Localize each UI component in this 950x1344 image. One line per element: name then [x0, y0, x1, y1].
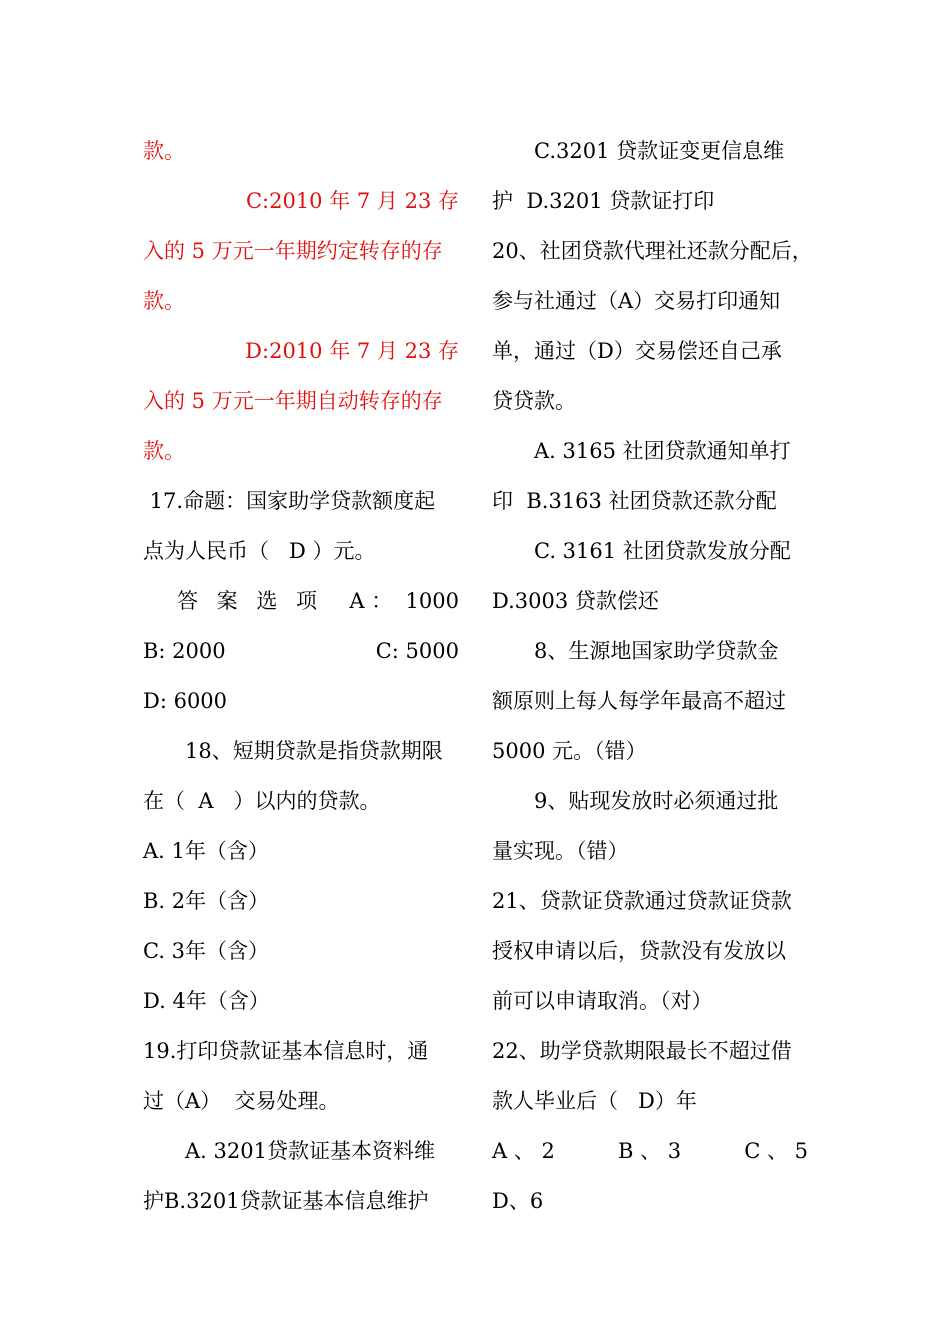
text-line: 点为人民币（ D ）元。 [143, 539, 376, 563]
answer-options-line [143, 576, 459, 626]
text-line: 在（ A ）以内的贷款。 [143, 789, 381, 813]
text-segment: B 、 3 [617, 1139, 682, 1163]
text-line: 入的 5 万元一年期约定转存的存 [143, 239, 443, 263]
text-line: 款。 [143, 289, 185, 313]
text-line: 款人毕业后（ D）年 [492, 1089, 697, 1113]
text-line: 单，通过（D）交易偿还自己承 [492, 339, 782, 363]
text-segment: C: 5000 [375, 639, 459, 663]
answer-options-line [143, 626, 459, 676]
text-line: 授权申请以后，贷款没有发放以 [492, 939, 786, 963]
option-line: C. 3161 社团贷款发放分配 [534, 539, 791, 563]
text-line: D:2010 年 7 月 23 存 [245, 339, 459, 363]
question-20-line: 20、社团贷款代理社还款分配后， [492, 239, 813, 263]
text-segment: A 、 2 [492, 1139, 555, 1163]
text-line: 贷贷款。 [492, 389, 576, 413]
text-line: D: 6000 [143, 689, 228, 713]
text-segment: B: 2000 [143, 639, 226, 663]
text-line: 量实现。（错） [492, 839, 629, 863]
text-line: 参与社通过（A）交易打印通知 [492, 289, 781, 313]
answer-options-line [492, 1126, 808, 1176]
question-9-line: 9、贴现发放时必须通过批 [534, 789, 779, 813]
option-line: A. 1年（含） [143, 839, 269, 863]
text-segment: C 、 5 [744, 1139, 808, 1163]
option-line: A. 3165 社团贷款通知单打 [534, 439, 791, 463]
left-column [143, 126, 459, 1226]
option-line: D.3003 贷款偿还 [492, 589, 659, 613]
text-line: 5000 元。（错） [492, 739, 647, 763]
option-line: 印 B.3163 社团贷款还款分配 [492, 489, 777, 513]
text-line: C:2010 年 7 月 23 存 [245, 189, 459, 213]
option-line: A. 3201贷款证基本资料维 [185, 1139, 435, 1163]
option-line: D. 4年（含） [143, 989, 270, 1013]
question-17-line: 17.命题：国家助学贷款额度起 [143, 489, 436, 513]
text-segment: 答 案 选 项 [177, 589, 324, 613]
text-line: 额原则上每人每学年最高不超过 [492, 689, 786, 713]
question-8-line: 8、生源地国家助学贷款金 [534, 639, 779, 663]
option-line: B. 2年（含） [143, 889, 270, 913]
option-line: 护 D.3201 贷款证打印 [492, 189, 715, 213]
option-line: C. 3年（含） [143, 939, 270, 963]
text-line: 前可以申请取消。（对） [492, 989, 713, 1013]
text-line: 款。 [143, 439, 185, 463]
option-line: C.3201 贷款证变更信息维 [534, 139, 785, 163]
text-line: 款。 [143, 139, 185, 163]
right-column [492, 126, 813, 1226]
text-segment: A ： 1000 [349, 589, 459, 613]
text-line: 过（A） 交易处理。 [143, 1089, 340, 1113]
question-19-line: 19.打印贷款证基本信息时，通 [143, 1039, 429, 1063]
text-line: 入的 5 万元一年期自动转存的存 [143, 389, 443, 413]
option-line: D、6 [492, 1189, 544, 1213]
question-18-line: 18、短期贷款是指贷款期限 [185, 739, 443, 763]
question-21-line: 21、贷款证贷款通过贷款证贷款 [492, 889, 792, 913]
option-line: 护B.3201贷款证基本信息维护 [143, 1189, 429, 1213]
question-22-line: 22、助学贷款期限最长不超过借 [492, 1039, 792, 1063]
